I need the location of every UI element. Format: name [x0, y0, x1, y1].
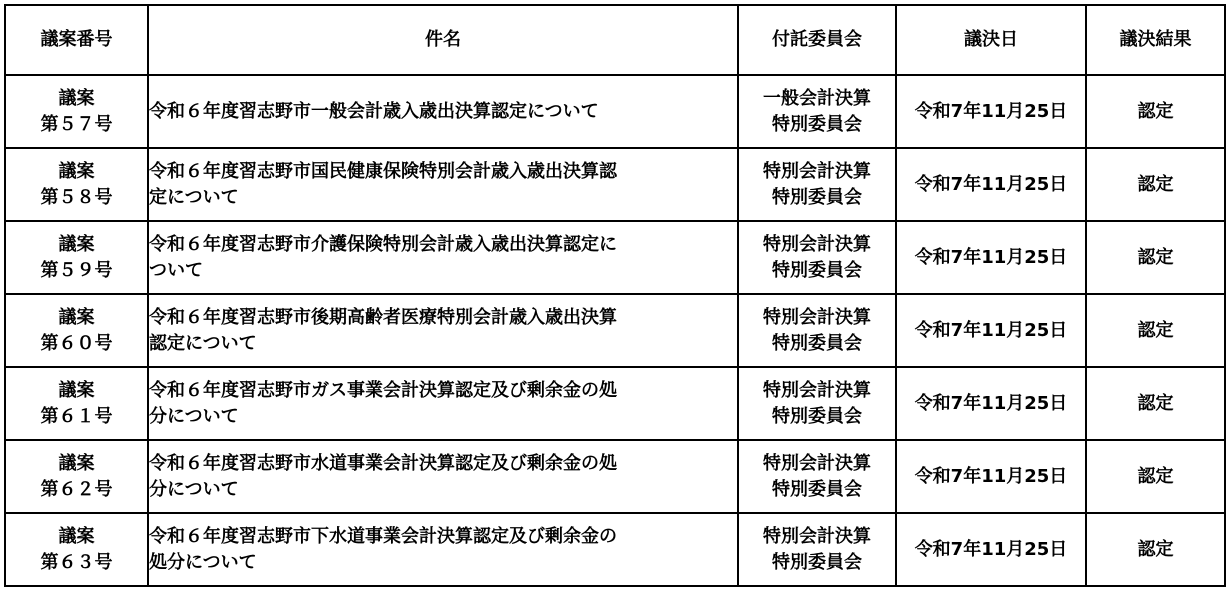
bill-title-line: 令和６年度習志野市後期高齢者医療特別会計歳入歳出決算	[149, 306, 617, 328]
table-header-row	[5, 5, 1225, 75]
bill-title-line: 令和６年度習志野市ガス事業会計決算認定及び剰余金の処	[149, 379, 617, 401]
committee-cell	[738, 221, 896, 294]
bill-number-cell	[5, 75, 148, 148]
bill-number-label: 議案	[58, 379, 95, 401]
bill-title-cell	[148, 367, 738, 440]
resolution-result-cell: 認定	[1086, 440, 1225, 513]
committee-name-line1: 特別会計決算	[763, 379, 871, 401]
bill-title-line: 処分について	[149, 551, 257, 573]
resolution-result-cell: 認定	[1086, 513, 1225, 586]
committee-name-line2: 特別委員会	[772, 332, 862, 354]
resolution-date-cell: 令和7年11月25日	[896, 75, 1086, 148]
bill-number-value: 第６１号	[40, 405, 113, 427]
bill-number-label: 議案	[58, 160, 95, 182]
bill-title-line: 定について	[149, 186, 239, 208]
bill-title-cell	[148, 440, 738, 513]
bill-title-cell	[148, 221, 738, 294]
header-title: 件名	[148, 5, 738, 75]
bill-title-cell	[148, 75, 738, 148]
bill-title-cell	[148, 148, 738, 221]
bill-title-line: 分について	[149, 405, 239, 427]
committee-name-line2: 特別委員会	[772, 259, 862, 281]
bill-number-value: 第５８号	[40, 186, 113, 208]
committee-cell	[738, 75, 896, 148]
bill-title-line: 令和６年度習志野市国民健康保険特別会計歳入歳出決算認	[149, 160, 617, 182]
committee-cell	[738, 148, 896, 221]
committee-cell	[738, 513, 896, 586]
committee-cell	[738, 440, 896, 513]
bill-number-cell	[5, 367, 148, 440]
bill-title-line: 令和６年度習志野市一般会計歳入歳出決算認定について	[149, 100, 599, 122]
committee-name-line1: 一般会計決算	[763, 87, 871, 109]
bill-number-value: 第６３号	[40, 551, 113, 573]
resolution-result-cell: 認定	[1086, 75, 1225, 148]
table-row	[5, 221, 1225, 294]
bill-number-value: 第６０号	[40, 332, 113, 354]
committee-name-line2: 特別委員会	[772, 551, 862, 573]
bill-number-value: 第６２号	[40, 478, 113, 500]
resolution-date-cell: 令和7年11月25日	[896, 367, 1086, 440]
bill-number-cell	[5, 440, 148, 513]
committee-name-line1: 特別会計決算	[763, 160, 871, 182]
bill-number-cell	[5, 294, 148, 367]
bill-number-value: 第５９号	[40, 259, 113, 281]
table-row	[5, 148, 1225, 221]
resolution-date-cell: 令和7年11月25日	[896, 294, 1086, 367]
header-bill-number: 議案番号	[5, 5, 148, 75]
committee-name-line2: 特別委員会	[772, 113, 862, 135]
table-row	[5, 440, 1225, 513]
header-resolution-date: 議決日	[896, 5, 1086, 75]
committee-name-line2: 特別委員会	[772, 405, 862, 427]
bill-title-cell	[148, 294, 738, 367]
committee-name-line1: 特別会計決算	[763, 306, 871, 328]
resolution-result-cell: 認定	[1086, 148, 1225, 221]
bill-number-cell	[5, 148, 148, 221]
committee-name-line2: 特別委員会	[772, 186, 862, 208]
bill-results-table	[4, 4, 1226, 587]
committee-cell	[738, 294, 896, 367]
table-row	[5, 75, 1225, 148]
committee-name-line1: 特別会計決算	[763, 233, 871, 255]
bill-number-label: 議案	[58, 306, 95, 328]
resolution-date-cell: 令和7年11月25日	[896, 440, 1086, 513]
bill-title-line: ついて	[149, 259, 203, 281]
table-row	[5, 367, 1225, 440]
bill-title-line: 認定について	[149, 332, 257, 354]
bill-number-label: 議案	[58, 87, 95, 109]
resolution-result-cell: 認定	[1086, 367, 1225, 440]
bill-title-cell	[148, 513, 738, 586]
committee-name-line2: 特別委員会	[772, 478, 862, 500]
resolution-result-cell: 認定	[1086, 294, 1225, 367]
bill-number-value: 第５７号	[40, 113, 113, 135]
header-committee: 付託委員会	[738, 5, 896, 75]
bill-number-cell	[5, 221, 148, 294]
committee-name-line1: 特別会計決算	[763, 525, 871, 547]
committee-name-line1: 特別会計決算	[763, 452, 871, 474]
table-row	[5, 294, 1225, 367]
bill-title-line: 令和６年度習志野市介護保険特別会計歳入歳出決算認定に	[149, 233, 617, 255]
committee-cell	[738, 367, 896, 440]
resolution-date-cell: 令和7年11月25日	[896, 148, 1086, 221]
table-row	[5, 513, 1225, 586]
bill-number-label: 議案	[58, 452, 95, 474]
bill-number-cell	[5, 513, 148, 586]
bill-title-line: 分について	[149, 478, 239, 500]
resolution-result-cell: 認定	[1086, 221, 1225, 294]
bill-number-label: 議案	[58, 525, 95, 547]
bill-title-line: 令和６年度習志野市下水道事業会計決算認定及び剰余金の	[149, 525, 617, 547]
bill-title-line: 令和６年度習志野市水道事業会計決算認定及び剰余金の処	[149, 452, 617, 474]
resolution-date-cell: 令和7年11月25日	[896, 513, 1086, 586]
resolution-date-cell: 令和7年11月25日	[896, 221, 1086, 294]
bill-number-label: 議案	[58, 233, 95, 255]
header-resolution-result: 議決結果	[1086, 5, 1225, 75]
